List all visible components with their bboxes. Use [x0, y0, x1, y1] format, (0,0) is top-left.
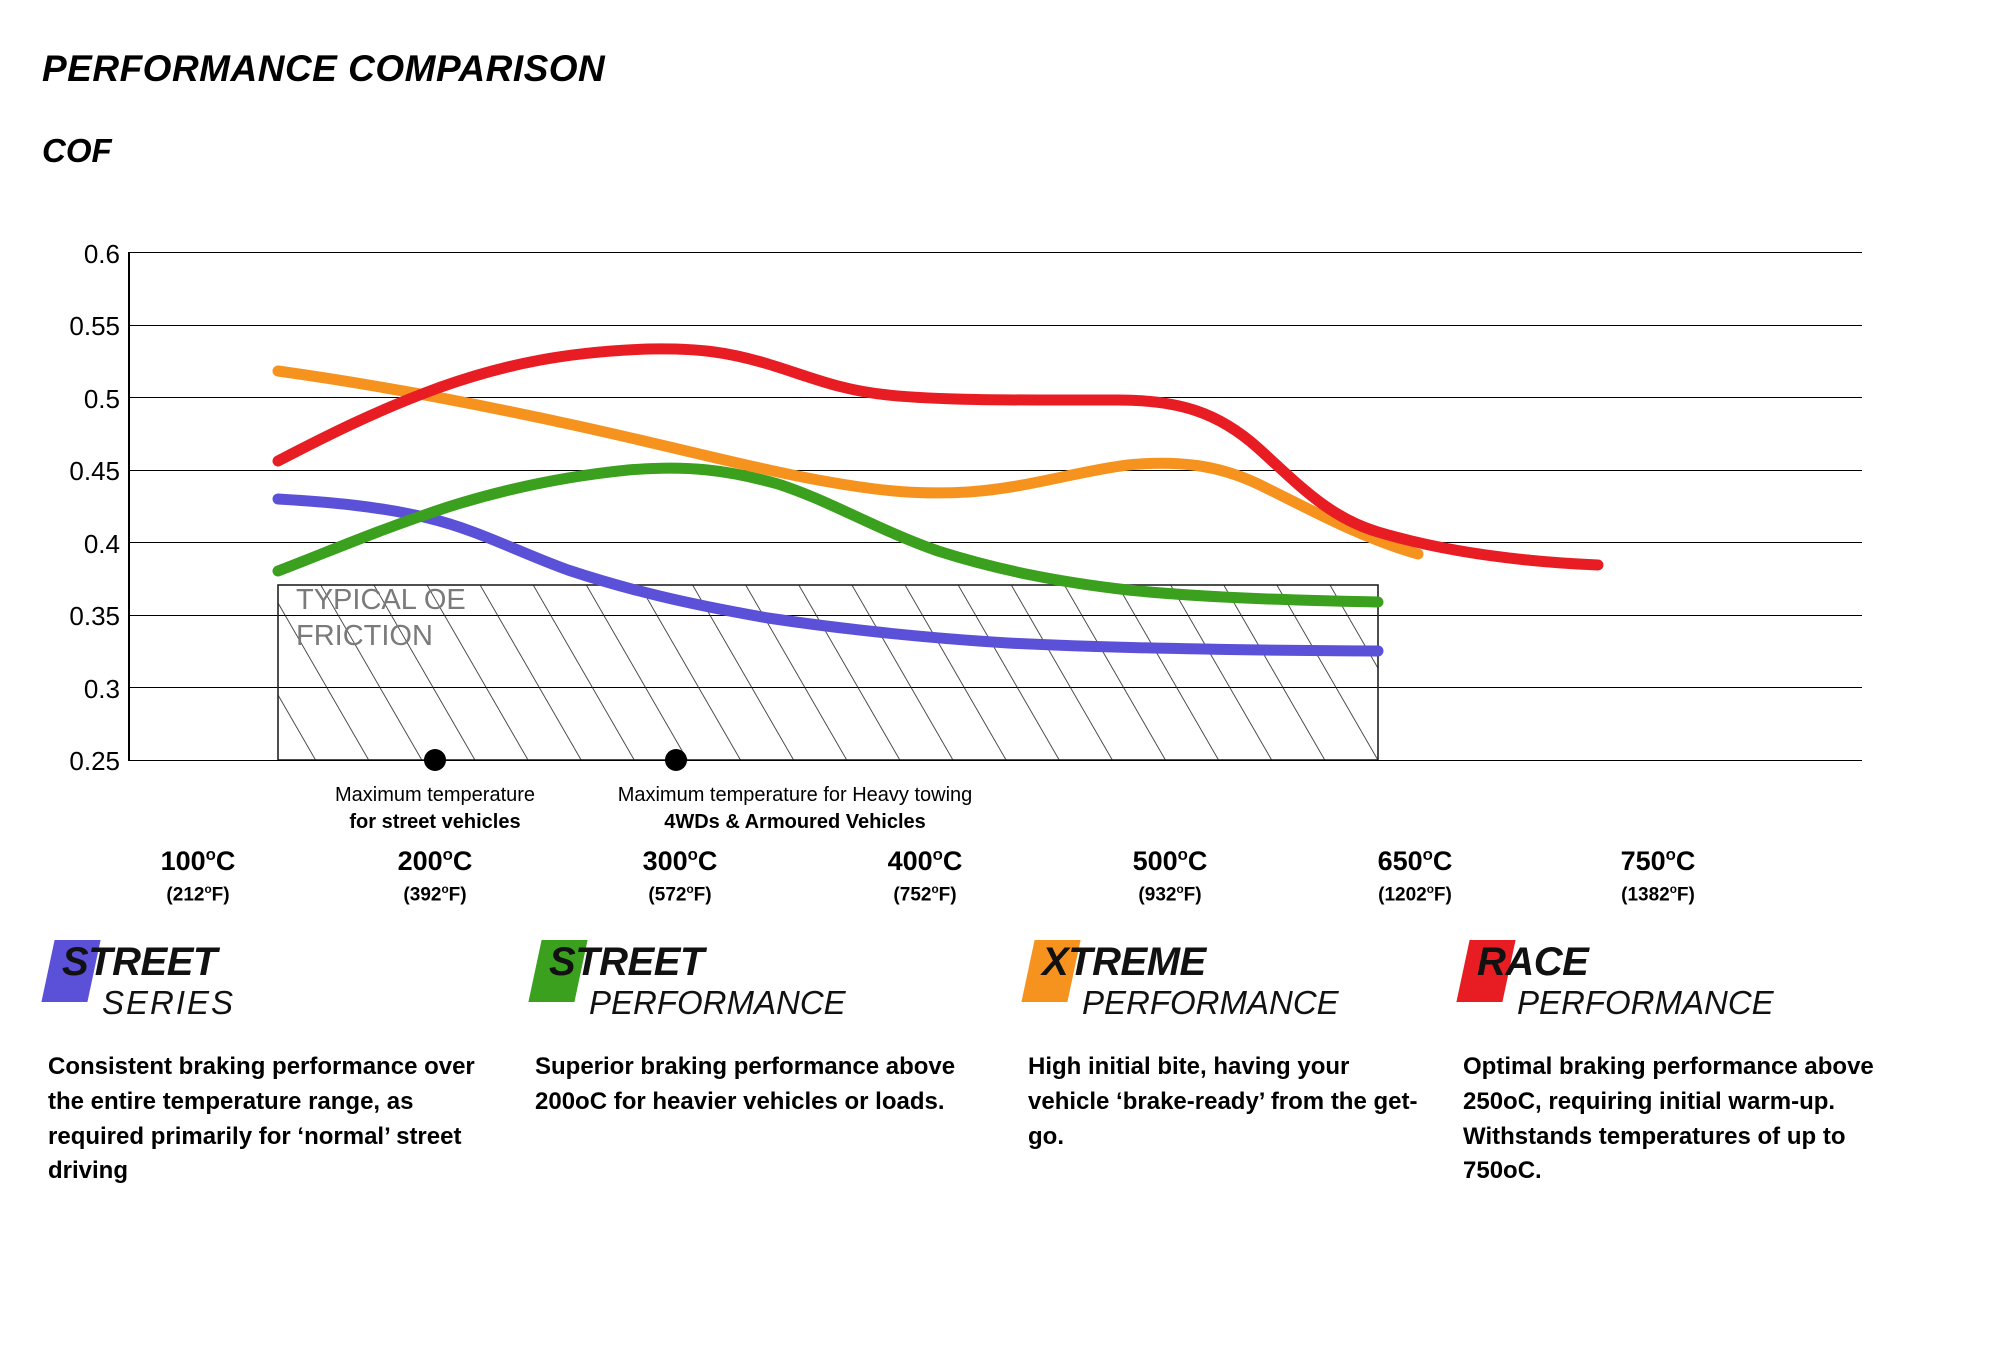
x-tick-400c: [815, 845, 1035, 906]
annotation-max-temp-street: [300, 782, 570, 836]
gridline-0.25: [128, 760, 1862, 761]
logo-text-race-performance-word2: PERFORMANCE: [1517, 984, 1774, 1021]
legend-item-race-performance: [1463, 940, 1913, 1189]
logo-text-street-performance-word2: PERFORMANCE: [589, 984, 846, 1021]
annotation-max-temp-towing-line2: 4WDs & Armoured Vehicles: [664, 811, 926, 833]
logo-letter-s: S: [549, 940, 576, 984]
logo-text-street-performance-word1: [549, 940, 704, 985]
annotation-max-temp-street-line1: Maximum temperature: [334, 784, 536, 806]
y-tick-0.55: 0.55: [69, 311, 120, 341]
logo-text-xtreme-performance-word2: PERFORMANCE: [1082, 984, 1339, 1021]
y-tick-0.4: 0.4: [83, 529, 120, 559]
marker-dot-max-temp-street: [424, 749, 446, 771]
logo-text-xtreme-performance-word1: [1042, 940, 1206, 985]
legend-item-street-performance: [535, 940, 985, 1120]
y-tick-0.6: 0.6: [83, 239, 120, 269]
logo-letter-r: R: [1477, 940, 1506, 984]
logo-letter-s: S: [62, 940, 89, 984]
page-title: PERFORMANCE COMPARISON: [42, 48, 606, 89]
logo-street-performance: [535, 940, 985, 1032]
y-tick-0.3: 0.3: [83, 674, 120, 704]
x-tick-100c: [88, 845, 308, 906]
logo-word-ace: ACE: [1505, 940, 1589, 984]
x-tick-750c-celsius: 750$^o$C: [1620, 845, 1696, 876]
annotation-max-temp-street-line2: for street vehicles: [349, 811, 521, 833]
x-tick-650c-celsius: 650$^o$C: [1377, 845, 1453, 876]
plot-surface: [128, 252, 1862, 760]
logo-word-treme: TREME: [1068, 940, 1206, 984]
x-tick-650c-fahrenheit: (1202$^o$F): [1378, 883, 1452, 906]
logo-street-series: [48, 940, 508, 1032]
typical-oe-friction-label-line1: TYPICAL OE: [296, 584, 466, 616]
x-tick-100c-celsius: 100$^o$C: [160, 845, 236, 876]
x-tick-300c-fahrenheit: (572$^o$F): [648, 883, 712, 906]
logo-xtreme-performance: [1028, 940, 1428, 1032]
x-tick-100c-fahrenheit: (212$^o$F): [166, 883, 230, 906]
logo-text-street-series-word1: [62, 940, 217, 985]
legend-description-race-performance: Optimal braking performance above 250oC, requiring initial warm-up. Withstands temperatures of up to 750oC.: [1463, 1053, 1874, 1185]
logo-text-street-series-word2: SERIES: [102, 984, 236, 1021]
x-tick-400c-fahrenheit: (752$^o$F): [893, 883, 957, 906]
annotation-max-temp-towing: [570, 782, 1020, 836]
x-tick-500c-fahrenheit: (932$^o$F): [1138, 883, 1202, 906]
x-tick-200c-fahrenheit: (392$^o$F): [403, 883, 467, 906]
y-tick-0.35: 0.35: [69, 601, 120, 631]
x-tick-300c-celsius: 300$^o$C: [642, 845, 718, 876]
annotation-max-temp-towing-line1: Maximum temperature for Heavy towing: [617, 784, 973, 806]
legend-description-street-performance: Superior braking performance above 200oC for heavier vehicles or loads.: [535, 1053, 956, 1115]
logo-text-race-performance-word1: [1477, 940, 1588, 985]
y-tick-0.45: 0.45: [69, 456, 120, 486]
legend-item-street-series: [48, 940, 508, 1189]
logo-race-performance: [1463, 940, 1913, 1032]
typical-oe-friction-label-line2: FRICTION: [296, 620, 433, 652]
legend-description-xtreme-performance: High initial bite, having your vehicle ‘brake-ready’ from the get-go.: [1028, 1053, 1418, 1150]
chart-axis-title-cof: COF: [42, 132, 112, 169]
product-legend: [0, 940, 2000, 1340]
typical-oe-friction-band: [128, 252, 1862, 760]
x-tick-750c: [1548, 845, 1768, 906]
logo-word-street: TREET: [575, 940, 704, 984]
y-tick-0.5: 0.5: [83, 384, 120, 414]
x-tick-200c: [325, 845, 545, 906]
x-tick-500c-celsius: 500$^o$C: [1132, 845, 1208, 876]
logo-letter-x: X: [1042, 940, 1069, 984]
legend-description-street-series: Consistent braking performance over the entire temperature range, as required primarily for ‘normal’ street driving: [48, 1053, 475, 1185]
x-tick-200c-celsius: 200$^o$C: [397, 845, 473, 876]
legend-item-xtreme-performance: [1028, 940, 1428, 1154]
x-tick-750c-fahrenheit: (1382$^o$F): [1621, 883, 1695, 906]
x-tick-500c: [1060, 845, 1280, 906]
logo-word-street: TREET: [88, 940, 217, 984]
x-tick-300c: [570, 845, 790, 906]
marker-dot-max-temp-towing: [665, 749, 687, 771]
y-tick-0.25: 0.25: [69, 746, 120, 776]
x-tick-650c: [1305, 845, 1525, 906]
x-tick-400c-celsius: 400$^o$C: [887, 845, 963, 876]
